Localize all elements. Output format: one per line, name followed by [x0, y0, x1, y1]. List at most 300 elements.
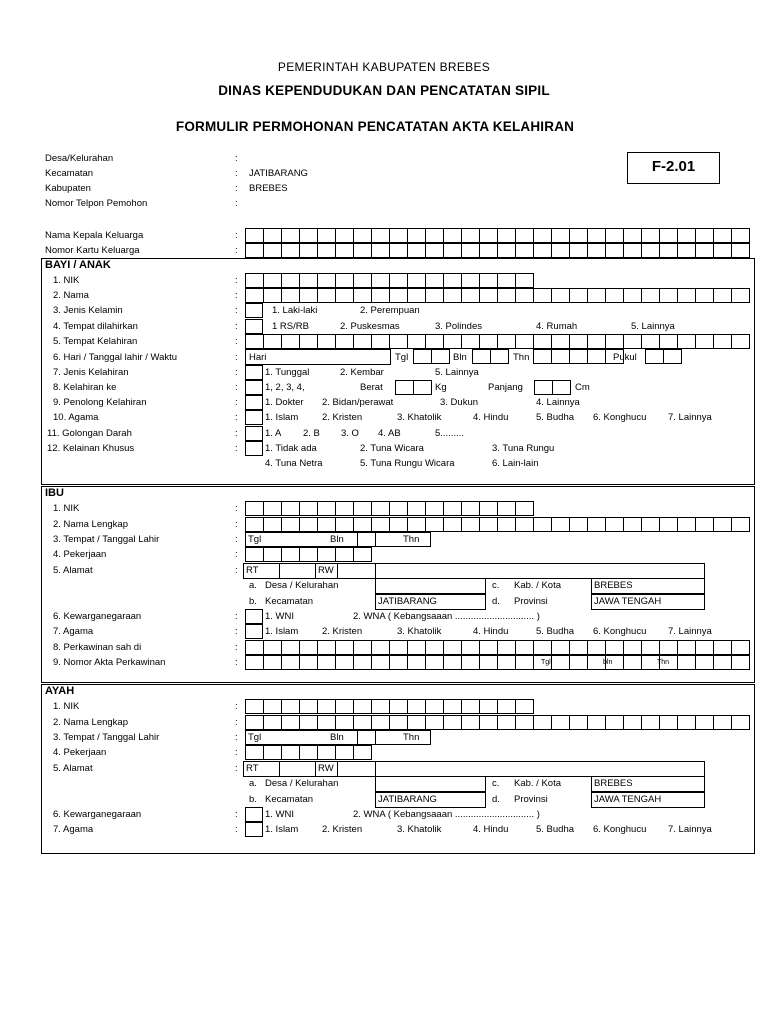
char-box[interactable]: [624, 640, 642, 655]
char-box[interactable]: [444, 517, 462, 532]
char-box[interactable]: [318, 517, 336, 532]
ayah-pekerjaan-boxes[interactable]: [245, 745, 372, 760]
char-box[interactable]: [246, 243, 264, 258]
char-box[interactable]: [498, 517, 516, 532]
char-box[interactable]: [660, 715, 678, 730]
char-box[interactable]: [498, 288, 516, 303]
char-box[interactable]: [372, 243, 390, 258]
char-box[interactable]: [282, 273, 300, 288]
char-box[interactable]: [426, 273, 444, 288]
jenis-kelahiran-box[interactable]: [245, 365, 263, 380]
penolong-box[interactable]: [245, 395, 263, 410]
char-box[interactable]: [624, 243, 642, 258]
char-box[interactable]: [624, 655, 642, 670]
char-box[interactable]: [318, 501, 336, 516]
char-box[interactable]: [426, 334, 444, 349]
char-box[interactable]: [462, 517, 480, 532]
char-box[interactable]: [300, 655, 318, 670]
char-box[interactable]: [336, 273, 354, 288]
char-box[interactable]: [480, 655, 498, 670]
char-box[interactable]: [282, 715, 300, 730]
char-box[interactable]: [264, 501, 282, 516]
char-box[interactable]: [426, 715, 444, 730]
char-box[interactable]: [696, 715, 714, 730]
char-box[interactable]: [318, 745, 336, 760]
char-box[interactable]: [570, 349, 588, 364]
bayi-jk-box[interactable]: [245, 303, 263, 318]
char-box[interactable]: [408, 288, 426, 303]
ibu-wn-box[interactable]: [245, 609, 263, 624]
char-box[interactable]: [354, 517, 372, 532]
bayi-hari-box[interactable]: [245, 349, 391, 365]
char-box[interactable]: [336, 288, 354, 303]
char-box[interactable]: [714, 243, 732, 258]
char-box[interactable]: [408, 517, 426, 532]
char-box[interactable]: [480, 243, 498, 258]
char-box[interactable]: [553, 380, 571, 395]
char-box[interactable]: [354, 745, 372, 760]
char-box[interactable]: [300, 517, 318, 532]
char-box[interactable]: [246, 228, 264, 243]
char-box[interactable]: [408, 640, 426, 655]
char-box[interactable]: [336, 501, 354, 516]
char-box[interactable]: [696, 517, 714, 532]
char-box[interactable]: [390, 501, 408, 516]
char-box[interactable]: [264, 655, 282, 670]
char-box[interactable]: [696, 334, 714, 349]
char-box[interactable]: [491, 349, 509, 364]
char-box[interactable]: [588, 243, 606, 258]
char-box[interactable]: [552, 715, 570, 730]
char-box[interactable]: [534, 243, 552, 258]
char-box[interactable]: [444, 501, 462, 516]
char-box[interactable]: [498, 715, 516, 730]
char-box[interactable]: [606, 517, 624, 532]
char-box[interactable]: [732, 715, 750, 730]
char-box[interactable]: [444, 334, 462, 349]
char-box[interactable]: [372, 501, 390, 516]
akta-boxes[interactable]: [245, 655, 750, 670]
char-box[interactable]: [498, 243, 516, 258]
char-box[interactable]: [714, 655, 732, 670]
char-box[interactable]: [498, 640, 516, 655]
char-box[interactable]: [642, 517, 660, 532]
char-box[interactable]: [426, 517, 444, 532]
bln-boxes[interactable]: [472, 349, 509, 364]
char-box[interactable]: [372, 655, 390, 670]
perkawinan-boxes[interactable]: [245, 640, 750, 655]
char-box[interactable]: [264, 517, 282, 532]
char-box[interactable]: [516, 715, 534, 730]
char-box[interactable]: [588, 288, 606, 303]
char-box[interactable]: [696, 655, 714, 670]
char-box[interactable]: [462, 501, 480, 516]
char-box[interactable]: [516, 228, 534, 243]
char-box[interactable]: [390, 715, 408, 730]
char-box[interactable]: [336, 640, 354, 655]
char-box[interactable]: [552, 334, 570, 349]
char-box[interactable]: [414, 380, 432, 395]
ayah-nik-boxes[interactable]: [245, 699, 534, 714]
char-box[interactable]: [336, 243, 354, 258]
char-box[interactable]: [642, 228, 660, 243]
char-box[interactable]: [498, 501, 516, 516]
char-box[interactable]: [354, 273, 372, 288]
char-box[interactable]: [408, 228, 426, 243]
char-box[interactable]: [570, 243, 588, 258]
char-box[interactable]: [426, 699, 444, 714]
char-box[interactable]: [588, 640, 606, 655]
char-box[interactable]: [390, 640, 408, 655]
char-box[interactable]: [282, 655, 300, 670]
bayi-agama-box[interactable]: [245, 410, 263, 425]
char-box[interactable]: [606, 228, 624, 243]
char-box[interactable]: [432, 349, 450, 364]
char-box[interactable]: [426, 228, 444, 243]
char-box[interactable]: [678, 640, 696, 655]
char-box[interactable]: [444, 655, 462, 670]
ibu-nama-boxes[interactable]: [245, 517, 750, 532]
char-box[interactable]: [462, 640, 480, 655]
char-box[interactable]: [588, 715, 606, 730]
char-box[interactable]: [498, 228, 516, 243]
char-box[interactable]: [246, 273, 264, 288]
char-box[interactable]: [660, 334, 678, 349]
char-box[interactable]: [354, 547, 372, 562]
pukul-boxes[interactable]: [645, 349, 682, 364]
char-box[interactable]: [660, 243, 678, 258]
char-box[interactable]: [408, 715, 426, 730]
ayah-alamat-box[interactable]: [243, 761, 705, 777]
char-box[interactable]: [390, 699, 408, 714]
char-box[interactable]: [336, 228, 354, 243]
char-box[interactable]: [426, 655, 444, 670]
char-box[interactable]: [462, 228, 480, 243]
char-box[interactable]: [282, 288, 300, 303]
char-box[interactable]: [588, 228, 606, 243]
bayi-tempat-kelahiran-boxes[interactable]: [245, 334, 750, 349]
thn-boxes[interactable]: [533, 349, 624, 364]
char-box[interactable]: [282, 745, 300, 760]
char-box[interactable]: [336, 715, 354, 730]
char-box[interactable]: [246, 745, 264, 760]
char-box[interactable]: [516, 640, 534, 655]
char-box[interactable]: [678, 655, 696, 670]
char-box[interactable]: [390, 334, 408, 349]
char-box[interactable]: [390, 273, 408, 288]
char-box[interactable]: [444, 288, 462, 303]
kartu-keluarga-boxes[interactable]: [245, 243, 750, 258]
char-box[interactable]: [534, 715, 552, 730]
char-box[interactable]: [336, 334, 354, 349]
char-box[interactable]: [462, 273, 480, 288]
char-box[interactable]: [642, 243, 660, 258]
char-box[interactable]: [714, 334, 732, 349]
char-box[interactable]: [480, 501, 498, 516]
char-box[interactable]: [606, 288, 624, 303]
ibu-agama-box[interactable]: [245, 624, 263, 639]
char-box[interactable]: [660, 228, 678, 243]
char-box[interactable]: [264, 699, 282, 714]
char-box[interactable]: [282, 334, 300, 349]
char-box[interactable]: [606, 334, 624, 349]
char-box[interactable]: [300, 715, 318, 730]
char-box[interactable]: [714, 715, 732, 730]
char-box[interactable]: [264, 243, 282, 258]
char-box[interactable]: [372, 334, 390, 349]
char-box[interactable]: [408, 243, 426, 258]
char-box[interactable]: [732, 228, 750, 243]
char-box[interactable]: [444, 228, 462, 243]
char-box[interactable]: [462, 715, 480, 730]
char-box[interactable]: [246, 288, 264, 303]
char-box[interactable]: [552, 243, 570, 258]
char-box[interactable]: [462, 699, 480, 714]
char-box[interactable]: [396, 380, 414, 395]
char-box[interactable]: [300, 501, 318, 516]
char-box[interactable]: [516, 517, 534, 532]
char-box[interactable]: [264, 547, 282, 562]
char-box[interactable]: [246, 640, 264, 655]
char-box[interactable]: [426, 640, 444, 655]
char-box[interactable]: [462, 243, 480, 258]
char-box[interactable]: [696, 640, 714, 655]
char-box[interactable]: [678, 228, 696, 243]
char-box[interactable]: [480, 334, 498, 349]
char-box[interactable]: [282, 517, 300, 532]
kepala-keluarga-boxes[interactable]: [245, 228, 750, 243]
char-box[interactable]: [246, 517, 264, 532]
char-box[interactable]: [318, 640, 336, 655]
char-box[interactable]: [444, 699, 462, 714]
char-box[interactable]: [426, 501, 444, 516]
value-kabupaten[interactable]: BREBES: [249, 183, 288, 194]
char-box[interactable]: [480, 228, 498, 243]
char-box[interactable]: [570, 640, 588, 655]
char-box[interactable]: [516, 655, 534, 670]
char-box[interactable]: [390, 243, 408, 258]
char-box[interactable]: [660, 288, 678, 303]
char-box[interactable]: [246, 655, 264, 670]
char-box[interactable]: [516, 699, 534, 714]
char-box[interactable]: [354, 288, 372, 303]
char-box[interactable]: [444, 273, 462, 288]
char-box[interactable]: [552, 228, 570, 243]
char-box[interactable]: [426, 243, 444, 258]
char-box[interactable]: [534, 349, 552, 364]
char-box[interactable]: [714, 288, 732, 303]
char-box[interactable]: [318, 699, 336, 714]
char-box[interactable]: [372, 699, 390, 714]
char-box[interactable]: [516, 288, 534, 303]
char-box[interactable]: [480, 715, 498, 730]
char-box[interactable]: [714, 640, 732, 655]
char-box[interactable]: [732, 655, 750, 670]
char-box[interactable]: [516, 273, 534, 288]
char-box[interactable]: [300, 273, 318, 288]
char-box[interactable]: [642, 334, 660, 349]
char-box[interactable]: [714, 228, 732, 243]
char-box[interactable]: [414, 349, 432, 364]
char-box[interactable]: [535, 380, 553, 395]
char-box[interactable]: [588, 334, 606, 349]
char-box[interactable]: [372, 288, 390, 303]
char-box[interactable]: [696, 228, 714, 243]
char-box[interactable]: [282, 547, 300, 562]
char-box[interactable]: [372, 273, 390, 288]
char-box[interactable]: [552, 288, 570, 303]
char-box[interactable]: [246, 699, 264, 714]
char-box[interactable]: [498, 655, 516, 670]
char-box[interactable]: [408, 273, 426, 288]
char-box[interactable]: [300, 228, 318, 243]
char-box[interactable]: [246, 334, 264, 349]
char-box[interactable]: [300, 243, 318, 258]
char-box[interactable]: [660, 640, 678, 655]
char-box[interactable]: [336, 699, 354, 714]
char-box[interactable]: [588, 517, 606, 532]
ibu-nik-boxes[interactable]: [245, 501, 534, 516]
char-box[interactable]: [354, 699, 372, 714]
char-box[interactable]: [264, 273, 282, 288]
panjang-boxes[interactable]: [534, 380, 571, 395]
char-box[interactable]: [318, 273, 336, 288]
char-box[interactable]: [696, 288, 714, 303]
char-box[interactable]: [570, 288, 588, 303]
char-box[interactable]: [318, 243, 336, 258]
char-box[interactable]: [336, 745, 354, 760]
char-box[interactable]: [642, 715, 660, 730]
char-box[interactable]: [552, 349, 570, 364]
char-box[interactable]: [480, 699, 498, 714]
char-box[interactable]: [354, 715, 372, 730]
ayah-wn-box[interactable]: [245, 807, 263, 822]
char-box[interactable]: [282, 501, 300, 516]
char-box[interactable]: [570, 334, 588, 349]
char-box[interactable]: [246, 715, 264, 730]
char-box[interactable]: [354, 334, 372, 349]
char-box[interactable]: [408, 334, 426, 349]
char-box[interactable]: [624, 228, 642, 243]
char-box[interactable]: [570, 655, 588, 670]
char-box[interactable]: [300, 640, 318, 655]
char-box[interactable]: [624, 334, 642, 349]
char-box[interactable]: [588, 349, 606, 364]
char-box[interactable]: [246, 501, 264, 516]
char-box[interactable]: [552, 640, 570, 655]
char-box[interactable]: [282, 243, 300, 258]
char-box[interactable]: [732, 640, 750, 655]
char-box[interactable]: [642, 288, 660, 303]
char-box[interactable]: [714, 517, 732, 532]
char-box[interactable]: [660, 517, 678, 532]
char-box[interactable]: [606, 243, 624, 258]
char-box[interactable]: [516, 334, 534, 349]
char-box[interactable]: [678, 288, 696, 303]
value-kecamatan[interactable]: JATIBARANG: [249, 168, 308, 179]
char-box[interactable]: [264, 288, 282, 303]
char-box[interactable]: [444, 243, 462, 258]
char-box[interactable]: [570, 228, 588, 243]
char-box[interactable]: [534, 228, 552, 243]
char-box[interactable]: [354, 243, 372, 258]
char-box[interactable]: [246, 547, 264, 562]
char-box[interactable]: [498, 334, 516, 349]
char-box[interactable]: [390, 655, 408, 670]
char-box[interactable]: [426, 288, 444, 303]
char-box[interactable]: [473, 349, 491, 364]
bayi-nik-boxes[interactable]: [245, 273, 534, 288]
char-box[interactable]: [318, 228, 336, 243]
berat-boxes[interactable]: [395, 380, 432, 395]
char-box[interactable]: [642, 640, 660, 655]
kelahiran-ke-box[interactable]: [245, 380, 263, 395]
char-box[interactable]: [390, 228, 408, 243]
char-box[interactable]: [624, 517, 642, 532]
char-box[interactable]: [408, 699, 426, 714]
char-box[interactable]: [264, 745, 282, 760]
char-box[interactable]: [646, 349, 664, 364]
char-box[interactable]: [534, 640, 552, 655]
char-box[interactable]: [552, 655, 570, 670]
char-box[interactable]: [354, 640, 372, 655]
char-box[interactable]: [664, 349, 682, 364]
char-box[interactable]: [264, 334, 282, 349]
char-box[interactable]: [444, 640, 462, 655]
char-box[interactable]: [444, 715, 462, 730]
ayah-desa-box[interactable]: [375, 776, 486, 792]
char-box[interactable]: [606, 640, 624, 655]
tgl-boxes[interactable]: [413, 349, 450, 364]
char-box[interactable]: [354, 501, 372, 516]
char-box[interactable]: [498, 699, 516, 714]
char-box[interactable]: [480, 517, 498, 532]
char-box[interactable]: [606, 715, 624, 730]
char-box[interactable]: [732, 517, 750, 532]
char-box[interactable]: [480, 273, 498, 288]
char-box[interactable]: [732, 288, 750, 303]
char-box[interactable]: [570, 517, 588, 532]
char-box[interactable]: [300, 745, 318, 760]
char-box[interactable]: [624, 715, 642, 730]
char-box[interactable]: [498, 273, 516, 288]
darah-box[interactable]: [245, 426, 263, 441]
char-box[interactable]: [354, 655, 372, 670]
char-box[interactable]: [732, 334, 750, 349]
char-box[interactable]: [318, 655, 336, 670]
bayi-nama-boxes[interactable]: [245, 288, 750, 303]
ayah-agama-box[interactable]: [245, 822, 263, 837]
char-box[interactable]: [372, 228, 390, 243]
char-box[interactable]: [336, 655, 354, 670]
char-box[interactable]: [282, 640, 300, 655]
char-box[interactable]: [534, 334, 552, 349]
char-box[interactable]: [300, 547, 318, 562]
ibu-alamat-box[interactable]: [243, 563, 705, 579]
char-box[interactable]: [480, 640, 498, 655]
bayi-tempat-box[interactable]: [245, 319, 263, 334]
char-box[interactable]: [516, 243, 534, 258]
char-box[interactable]: [336, 547, 354, 562]
char-box[interactable]: [516, 501, 534, 516]
char-box[interactable]: [318, 334, 336, 349]
char-box[interactable]: [264, 640, 282, 655]
char-box[interactable]: [354, 228, 372, 243]
char-box[interactable]: [372, 640, 390, 655]
char-box[interactable]: [570, 715, 588, 730]
kelainan-box[interactable]: [245, 441, 263, 456]
char-box[interactable]: [264, 715, 282, 730]
